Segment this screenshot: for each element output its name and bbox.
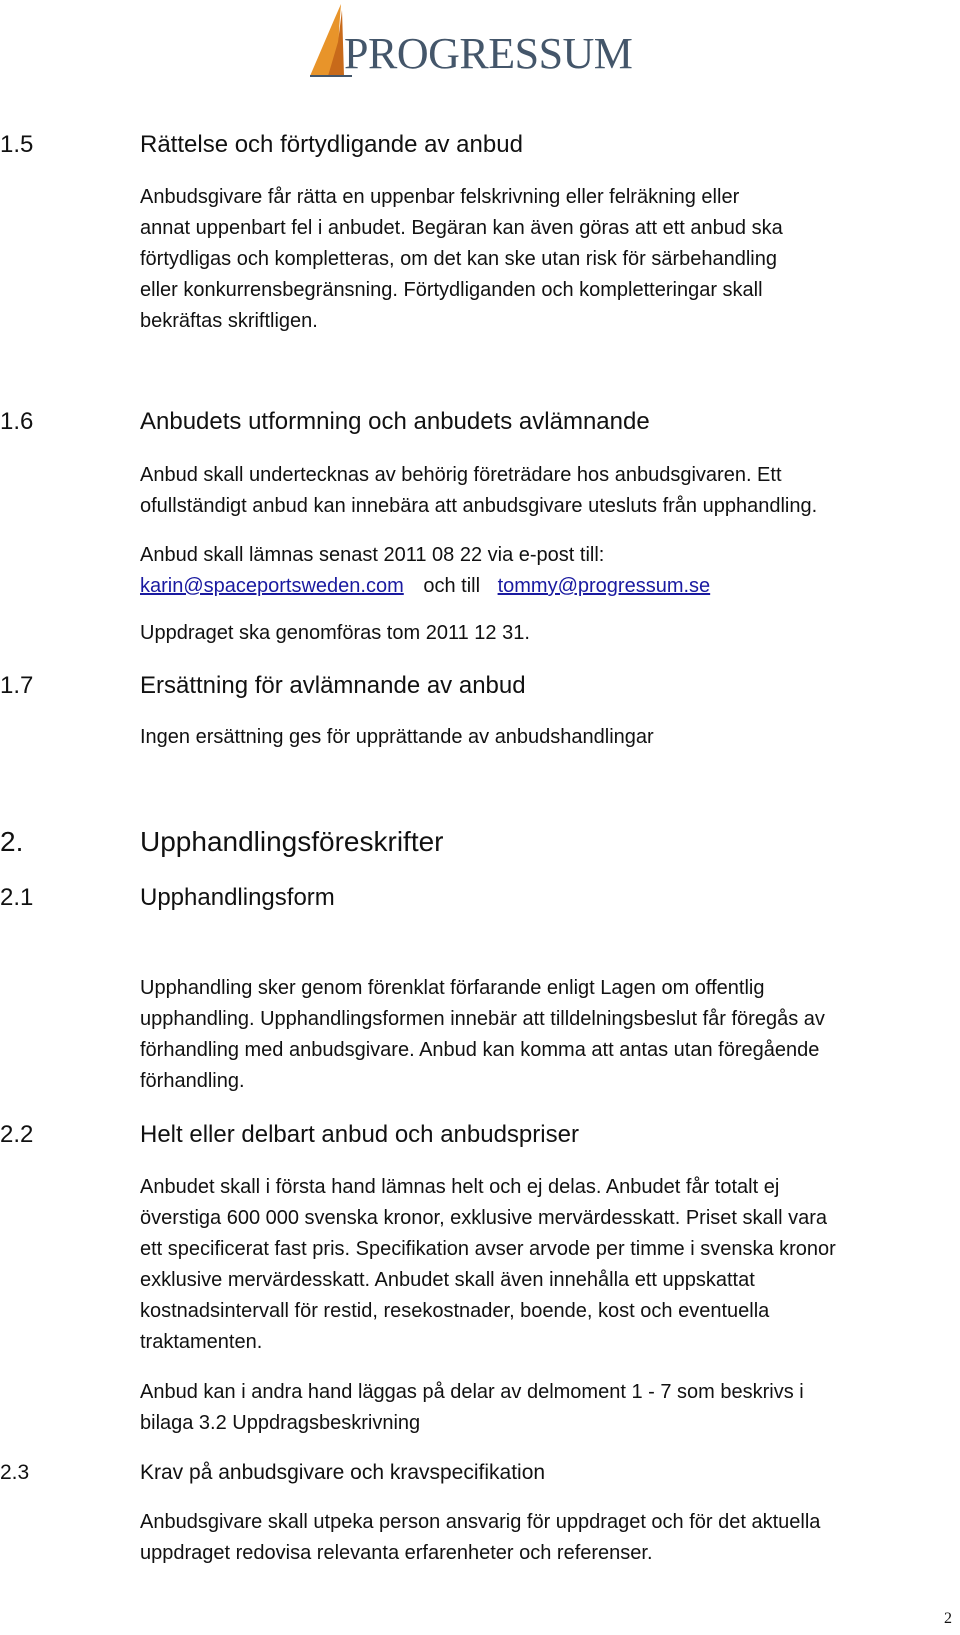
text-line: Upphandling sker genom förenklat förfarande enligt Lagen om offentlig [140, 977, 765, 999]
section-paragraph [140, 1377, 804, 1439]
chapter-number: 2. [0, 826, 24, 857]
page-number: 2 [944, 1610, 952, 1627]
logo-text: PROGRESSUM [344, 29, 633, 78]
text-line: ett specificerat fast pris. Specifikation avser arvode per timme i svenska kronor [140, 1238, 836, 1260]
text-line: förhandling med anbudsgivare. Anbud kan komma att antas utan föregående [140, 1039, 820, 1061]
text-line: Anbudet skall i första hand lämnas helt och ej delas. Anbudet får totalt ej [140, 1176, 780, 1198]
text-line: Anbudsgivare skall utpeka person ansvarig för uppdraget och för det aktuella [140, 1511, 821, 1533]
text-line: Anbud kan i andra hand läggas på delar av delmoment 1 - 7 som beskrivs i [140, 1381, 804, 1403]
email-link-karin[interactable]: karin@spaceportsweden.com [140, 575, 404, 597]
submission-paragraph [140, 540, 710, 602]
text-line: kostnadsintervall för restid, resekostnader, boende, kost och eventuella [140, 1300, 770, 1322]
text-line: förhandling. [140, 1070, 245, 1092]
email-link-tommy[interactable]: tommy@progressum.se [497, 575, 711, 597]
text-line: traktamenten. [140, 1331, 263, 1353]
text-line: upphandling. Upphandlingsformen innebär att tilldelningsbeslut får föregås av [140, 1008, 825, 1030]
text-line: överstiga 600 000 svenska kronor, exklusive mervärdesskatt. Priset skall vara [140, 1207, 827, 1229]
text-line: bekräftas skriftligen. [140, 310, 318, 332]
section-number: 2.2 [0, 1121, 34, 1148]
section-paragraph [140, 973, 825, 1097]
text-line: ofullständigt anbud kan innebära att anbudsgivare utesluts från upphandling. [140, 495, 818, 517]
section-number: 2.3 [0, 1461, 30, 1484]
section-number: 1.5 [0, 131, 34, 158]
text-line: Anbud skall undertecknas av behörig företrädare hos anbudsgivaren. Ett [140, 464, 782, 486]
section-paragraph [140, 460, 817, 522]
text-line: uppdraget redovisa relevanta erfarenheter och referenser. [140, 1542, 653, 1564]
text-line: exklusive mervärdesskatt. Anbudet skall även innehålla ett uppskattat [140, 1269, 755, 1291]
section-paragraph [140, 1507, 820, 1569]
text-line: Anbud skall lämnas senast 2011 08 22 via e-post till: [140, 544, 605, 566]
section-number: 1.7 [0, 672, 34, 699]
text-line: eller konkurrensbegränsning. Förtydliganden och kompletteringar skall [140, 279, 763, 301]
section-title: Helt eller delbart anbud och anbudspriser [140, 1121, 579, 1148]
text-line: Anbudsgivare får rätta en uppenbar felskrivning eller felräkning eller [140, 186, 740, 208]
section-title: Upphandlingsform [140, 884, 335, 911]
text-line: bilaga 3.2 Uppdragsbeskrivning [140, 1412, 421, 1434]
section-paragraph [140, 618, 530, 649]
section-title: Rättelse och förtydligande av anbud [140, 131, 523, 158]
email-joiner: och till [423, 575, 481, 597]
text-line: förtydligas och kompletteras, om det kan ske utan risk för särbehandling [140, 248, 777, 270]
section-number: 1.6 [0, 408, 34, 435]
progressum-logo [308, 2, 653, 80]
text-line: Ingen ersättning ges för upprättande av anbudshandlingar [140, 726, 654, 748]
text-line: Uppdraget ska genomföras tom 2011 12 31. [140, 622, 530, 644]
section-paragraph [140, 722, 654, 753]
section-paragraph [140, 182, 783, 337]
section-number: 2.1 [0, 884, 34, 911]
section-paragraph [140, 1172, 836, 1358]
email-line [140, 571, 710, 602]
section-title: Anbudets utformning och anbudets avlämnande [140, 408, 650, 435]
section-title: Krav på anbudsgivare och kravspecifikation [140, 1461, 546, 1484]
section-title: Ersättning för avlämnande av anbud [140, 672, 526, 699]
text-line: annat uppenbart fel i anbudet. Begäran kan även göras att ett anbud ska [140, 217, 783, 239]
chapter-title: Upphandlingsföreskrifter [140, 826, 444, 857]
